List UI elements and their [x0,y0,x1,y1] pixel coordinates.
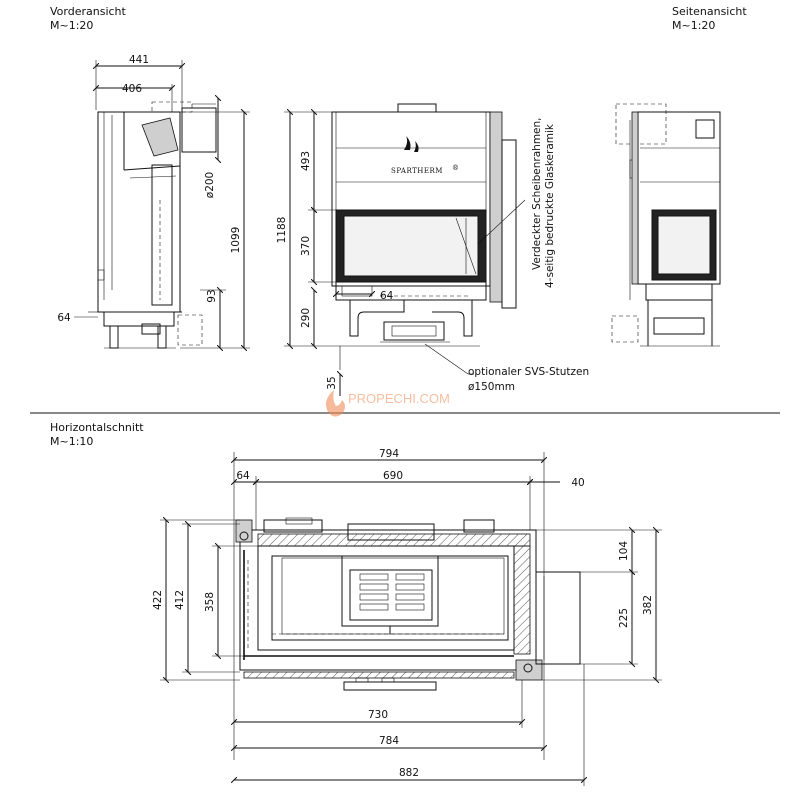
dim-35: 35 [326,376,338,390]
dim-1188: 1188 [276,216,288,244]
front-elevation-view [284,104,525,396]
dim-93: 93 [206,289,218,303]
dim-730: 730 [367,709,389,721]
dim-358: 358 [204,591,216,613]
front-view-scale: M~1:20 [50,19,94,32]
glass-annotation-line1: Verdeckter Scheibenrahmen, [531,117,543,270]
dim-690: 690 [382,470,404,482]
brand-logo-mark: ® [452,164,460,172]
front-side-profile-view [74,60,250,348]
side-view-drawing [612,104,720,346]
dim-422: 422 [152,589,164,611]
dim-1099: 1099 [230,226,242,254]
dim-64-section: 64 [236,470,250,482]
horizontal-section-view [160,452,662,786]
dim-794: 794 [378,448,400,460]
watermark-logo [326,390,345,417]
dim-40: 40 [571,477,585,489]
dim-493: 493 [300,150,312,172]
svs-annotation-line1: optionaler SVS-Stutzen [468,366,590,378]
dim-406: 406 [121,83,143,95]
dim-225: 225 [618,607,630,629]
glass-annotation-line2: 4-seitig bedruckte Glaskeramik [544,124,556,288]
dim-370: 370 [300,235,312,257]
dim-412: 412 [174,589,186,611]
dim-441: 441 [128,54,150,66]
dim-diameter-200: ø200 [204,171,216,199]
section-view-title: Horizontalschnitt [50,421,144,434]
dim-64-left: 64 [57,312,71,324]
brand-logo-text: SPARTHERM [391,167,443,175]
svs-annotation-line2: ø150mm [468,381,515,393]
dim-64-center: 64 [380,290,394,302]
side-view-title: Seitenansicht [672,5,747,18]
dim-290: 290 [300,307,312,329]
section-view-scale: M~1:10 [50,435,94,448]
dim-882: 882 [398,767,420,779]
dim-784: 784 [378,735,400,747]
dim-104: 104 [618,540,630,562]
dim-382: 382 [642,594,654,616]
front-view-title: Vorderansicht [50,5,126,18]
watermark-text: PROPECHI.COM [348,391,450,406]
side-view-scale: M~1:20 [672,19,716,32]
